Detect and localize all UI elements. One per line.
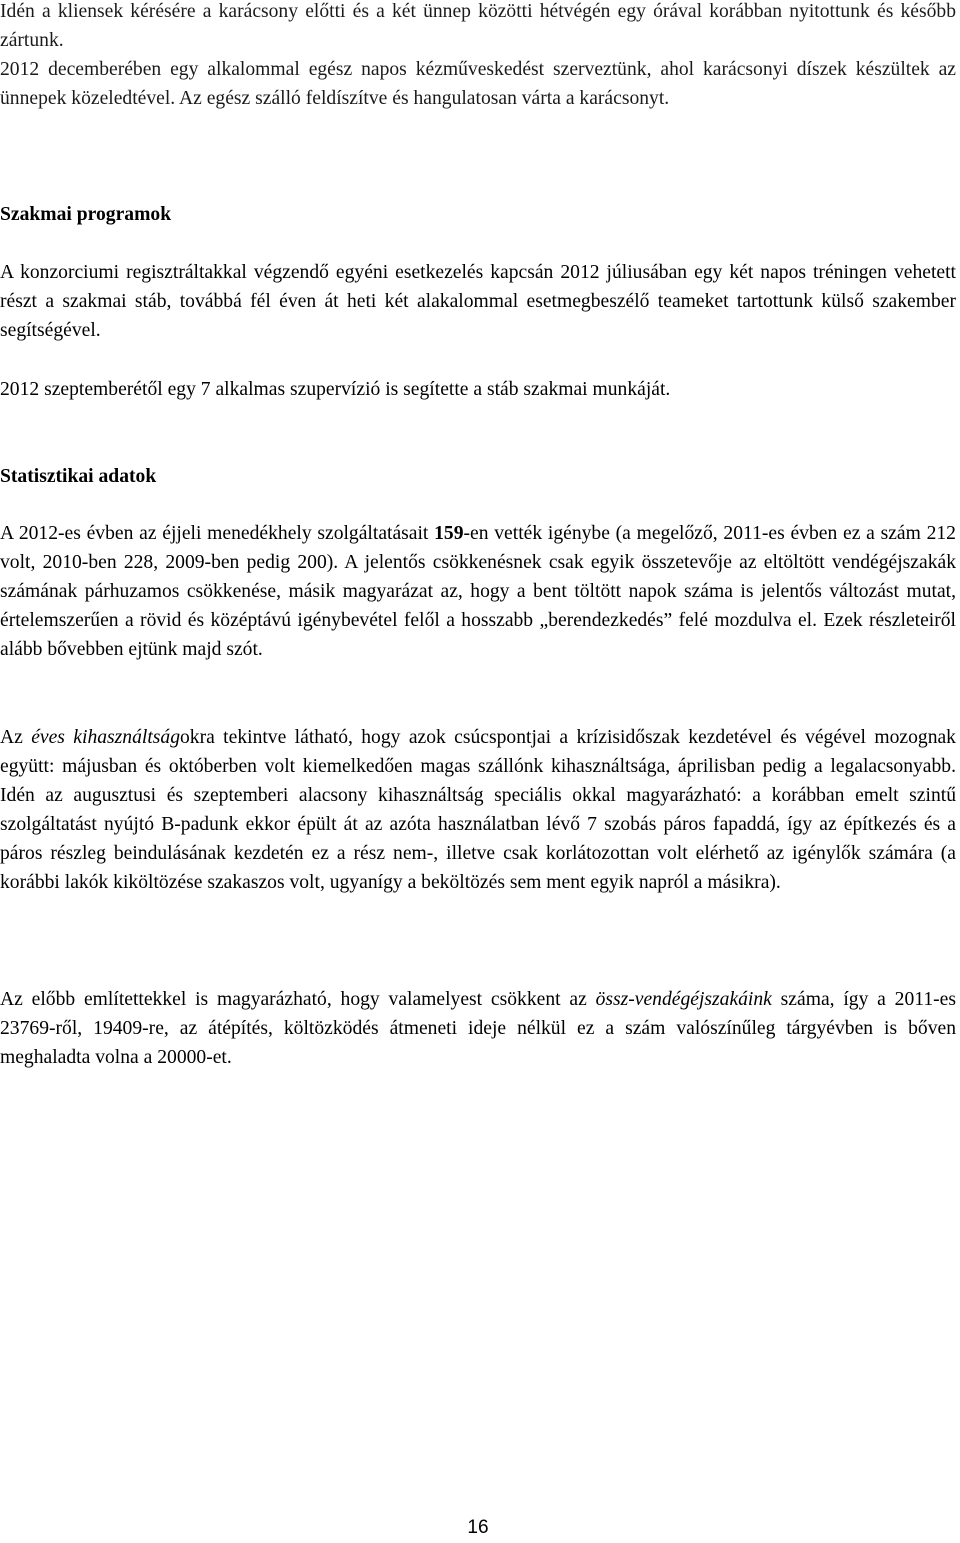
intro-paragraph-1: Idén a kliensek kérésére a karácsony előtti és a két ünnep közötti hétvégén egy órával korábban nyitottunk és később zártunk. [0,1,956,51]
stat-p1-lead: A 2012-es évben az éjjeli menedékhely szolgáltatásait [0,523,435,544]
stat-p3-italic: össz-vendégéjszakáink [595,989,772,1010]
intro-section [0,0,956,113]
section-heading-statisztikai: Statisztikai adatok [0,466,157,487]
stat-paragraph-1 [0,519,956,664]
stat-paragraph-1-text [0,519,956,664]
stat-paragraph-2 [0,723,956,897]
stat-p1-count: 159 [434,523,464,544]
stat-p3-lead: Az előbb említettekkel is magyarázható, hogy valamelyest csökkent az [0,989,596,1010]
stat-paragraph-3 [0,985,956,1072]
szakmai-paragraph-1 [0,258,956,345]
stat-paragraph-3-text [0,985,956,1072]
intro-paragraph-2: 2012 decemberében egy alkalommal egész napos kézműveskedést szerveztünk, ahol karácsonyi díszek készültek az ünnepek közeledtével. Az egész szálló feldíszítve és hangulatosan várta a karácsonyt. [0,59,956,109]
szakmai-paragraph-2-text: 2012 szeptemberétől egy 7 alkalmas szupervízió is segítette a stáb szakmai munkáját. [0,379,671,400]
stat-p2-rest: okra tekintve látható, hogy azok csúcspontjai a krízisidőszak kezdetével és végével mozognak együtt: májusban és októberben volt kiemelkedően magas szállónk kihasználtsága, áprilisban pedig a legalacsonyabb. Idén az augusztusi és szeptemberi alacsony kihasználtság speciális okkal magyarázható: a korábban emelt szintű szolgáltatást nyújtó B-padunk ekkor épült át az azóta használatban lévő 7 szobás páros fapaddá, így az építkezés és a páros részleg beindulásának kezdetén ez a rész nem-, illetve csak korlátozottan volt elérhető az igénylők számára (a korábbi lakók kiköltözése szakaszos volt, ugyanígy a beköltözés sem ment egyik napról a másikra). [0,727,956,893]
stat-p3-rest: száma, így a 2011-es 23769-ről, 19409-re, az átépítés, költözködés átmeneti ideje nélkül ez a szám valószínűleg tárgyévben is bőven meghaladta volna a 20000-et. [0,989,956,1068]
stat-p2-italic: éves kihasználtság [31,727,180,748]
szakmai-paragraph-1-text: A konzorciumi regisztráltakkal végzendő egyéni esetkezelés kapcsán 2012 júliusában egy két napos tréningen vehetett részt a szakmai stáb, továbbá fél éven át heti két alakalommal esetmegbeszélő teameket tartottunk külső szakember segítségével. [0,262,956,341]
stat-p1-rest: -en vették igénybe (a megelőző, 2011-es évben ez a szám 212 volt, 2010-ben 228, 2009-ben pedig 200). A jelentős csökkenésnek csak egyik összetevője az eltöltött vendégéjszakák számának párhuzamos csökkenése, másik magyarázat az, hogy a bent töltött napok száma is jelentős változást mutat, értelemszerűen a rövid és középtávú igénybevétel felől a hosszabb „berendezkedés” felé mozdulva el. Ezek részleteiről alább bővebben ejtünk majd szót. [0,523,956,660]
section-heading-szakmai: Szakmai programok [0,204,172,225]
page-number: 16 [467,1517,489,1538]
stat-p2-lead: Az [0,727,32,748]
szakmai-paragraph-2 [0,375,956,404]
stat-paragraph-2-text [0,723,956,897]
